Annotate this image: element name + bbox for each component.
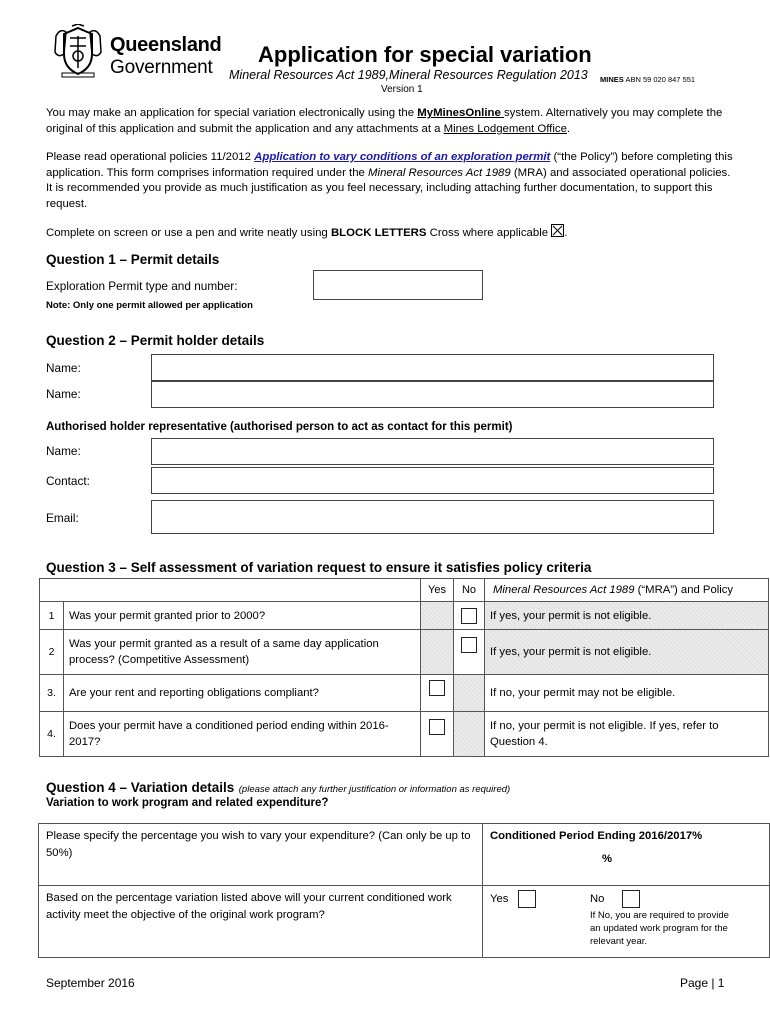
no-option <box>590 890 730 948</box>
intro-text: . <box>564 227 568 239</box>
row-question: Was your permit granted prior to 2000? <box>64 602 421 630</box>
no-checkbox-1[interactable] <box>461 608 477 624</box>
no-label: No <box>590 892 605 905</box>
intro-text: (“the Policy”) before completing this application. This form comprises information required under the <box>46 151 733 179</box>
objective-answer-cell <box>483 886 770 958</box>
no-note: If No, you are required to provide an updated work program for the relevant year. <box>590 910 729 947</box>
intro-act-name: Mineral Resources Act 1989 <box>368 166 511 179</box>
row-number: 2 <box>40 630 64 675</box>
percentage-answer-cell <box>483 824 770 886</box>
block-letters-text: BLOCK LETTERS <box>330 227 427 239</box>
policy-link[interactable]: Application to vary conditions of an exploration permit <box>254 151 551 163</box>
intro-text: . <box>566 122 571 135</box>
logo-line1: Queensland <box>110 34 222 56</box>
intro-paragraph-2 <box>46 150 736 212</box>
yes-cell-shaded <box>421 630 454 675</box>
question-4-heading-row <box>46 779 510 797</box>
percent-sign: % <box>602 853 613 865</box>
yes-no-row <box>490 890 762 948</box>
table-header-row <box>40 579 769 602</box>
yes-checkbox-q4[interactable] <box>518 890 536 908</box>
intro-text: Complete on screen or use a pen and write neatly using <box>46 227 331 239</box>
table-row <box>40 712 769 757</box>
intro-text: Please read operational policies 11/2012 <box>46 151 255 163</box>
table-row <box>40 630 769 675</box>
question-4-heading: Question 4 – Variation details <box>46 780 235 795</box>
holder-name-input-1[interactable] <box>151 354 714 381</box>
no-checkbox-2[interactable] <box>461 637 477 653</box>
row-result: If no, your permit is not eligible. If yes, refer to Question 4. <box>485 712 769 757</box>
policy-act-name: Mineral Resources Act 1989 <box>493 584 635 596</box>
self-assessment-table <box>39 578 769 757</box>
objective-question: Based on the percentage variation listed above will your current conditioned work activity meet the objective of the original work program? <box>39 886 483 958</box>
question-1-heading: Question 1 – Permit details <box>46 252 220 267</box>
intro-text: Cross where applicable <box>426 227 552 239</box>
yes-checkbox-4[interactable] <box>429 719 445 735</box>
variation-details-table <box>38 823 770 958</box>
table-row <box>40 675 769 712</box>
table-row <box>40 602 769 630</box>
mines-lodgement-office-link[interactable]: Mines Lodgement Office <box>443 122 567 135</box>
footer-date: September 2016 <box>46 976 135 990</box>
no-cell-shaded <box>454 675 485 712</box>
rep-email-input[interactable] <box>151 500 714 534</box>
no-cell-shaded <box>454 712 485 757</box>
rep-contact-label: Contact: <box>46 474 90 488</box>
abn-bold: MINES <box>600 75 624 84</box>
policy-header-rest: (“MRA”) and Policy <box>634 584 734 596</box>
intro-text: system. Alternatively you may complete the original of this application and submit the application and any attachments at a <box>46 107 723 135</box>
row-question: Are your rent and reporting obligations compliant? <box>64 675 421 712</box>
holder-name-label-1: Name: <box>46 361 81 375</box>
footer-page-number: Page | 1 <box>680 976 725 990</box>
rep-name-input[interactable] <box>151 438 714 465</box>
row-number: 4. <box>40 712 64 757</box>
percentage-input-row <box>490 851 762 868</box>
representative-heading: Authorised holder representative (authorised person to act as contact for this permit) <box>46 421 513 433</box>
question-3-heading: Question 3 – Self assessment of variation request to ensure it satisfies policy criteria <box>46 560 592 575</box>
question-2-heading: Question 2 – Permit holder details <box>46 333 265 348</box>
no-cell <box>454 630 485 675</box>
coat-of-arms-icon <box>52 24 104 78</box>
header-blank-cell <box>40 579 421 602</box>
row-question: Was your permit granted as a result of a same day application process? (Competitive Assessment) <box>64 630 421 675</box>
intro-text: You may make an application for special variation electronically using the <box>46 107 418 119</box>
row-result: If no, your permit may not be eligible. <box>485 675 769 712</box>
intro-paragraph-1 <box>46 106 736 137</box>
holder-name-input-2[interactable] <box>151 381 714 408</box>
no-column-header: No <box>454 579 485 602</box>
rep-name-label: Name: <box>46 444 81 458</box>
row-result: If yes, your permit is not eligible. <box>485 630 769 675</box>
yes-cell <box>421 675 454 712</box>
row-result: If yes, your permit is not eligible. <box>485 602 769 630</box>
table-row <box>39 886 770 958</box>
permit-type-label: Exploration Permit type and number: <box>46 279 238 293</box>
holder-name-label-2: Name: <box>46 387 81 401</box>
crossed-box-icon <box>551 224 564 237</box>
intro-text: (MRA) and associated operational policies. It is recommended you provide as much justification as you feel necessary, including attaching further documentation, to support this request. <box>46 166 731 210</box>
no-cell <box>454 602 485 630</box>
yes-cell <box>421 712 454 757</box>
queensland-government-logo <box>52 24 222 80</box>
yes-cell-shaded <box>421 602 454 630</box>
abn-label <box>600 75 695 84</box>
table-row <box>39 824 770 886</box>
row-number: 3. <box>40 675 64 712</box>
intro-paragraph-3 <box>46 224 736 242</box>
yes-checkbox-3[interactable] <box>429 680 445 696</box>
yes-column-header: Yes <box>421 579 454 602</box>
yes-option <box>490 890 590 948</box>
percentage-input[interactable] <box>490 851 602 868</box>
policy-column-header <box>485 579 769 602</box>
question-4-subheading: Variation to work program and related expenditure? <box>46 797 329 809</box>
page-title: Application for special variation <box>258 42 592 67</box>
row-number: 1 <box>40 602 64 630</box>
no-checkbox-q4[interactable] <box>622 890 640 908</box>
logo-line2: Government <box>110 57 213 78</box>
myminesonline-link[interactable]: MyMinesOnline <box>417 107 504 119</box>
percentage-question: Please specify the percentage you wish to vary your expenditure? (Can only be up to 50%) <box>39 824 483 886</box>
version-label: Version 1 <box>381 84 423 95</box>
rep-email-label: Email: <box>46 511 79 525</box>
abn-number: ABN 59 020 847 551 <box>625 75 696 84</box>
rep-contact-input[interactable] <box>151 467 714 494</box>
page-subtitle: Mineral Resources Act 1989,Mineral Resources Regulation 2013 <box>229 68 588 82</box>
permit-type-input[interactable] <box>313 270 483 300</box>
yes-label: Yes <box>490 892 509 905</box>
row-question: Does your permit have a conditioned period ending within 2016-2017? <box>64 712 421 757</box>
question-4-note: (please attach any further justification or information as required) <box>238 784 511 795</box>
conditioned-period-title: Conditioned Period Ending 2016/2017% <box>490 830 703 842</box>
permit-note: Note: Only one permit allowed per application <box>46 300 253 311</box>
